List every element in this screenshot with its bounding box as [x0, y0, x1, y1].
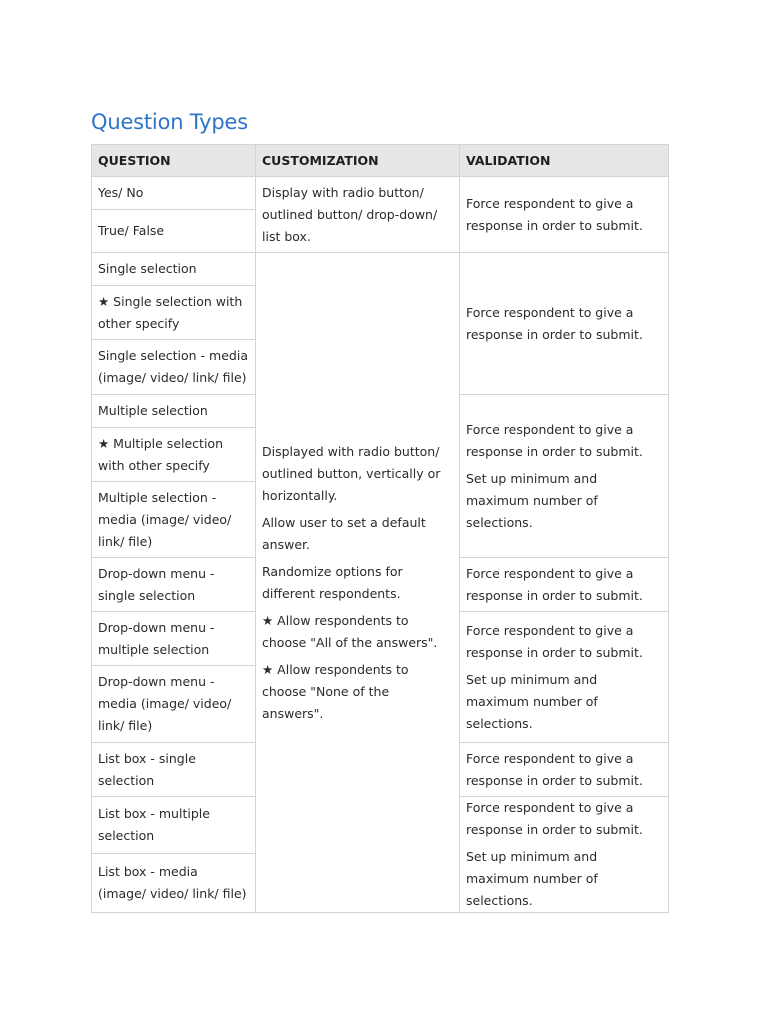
question-cell: ★ Single selection with other specify [92, 286, 256, 340]
question-cell: True/ False [92, 210, 256, 253]
validation-cell [460, 558, 669, 612]
validation-required-text: Force respondent to give a response in order to submit. [466, 195, 643, 233]
question-cell: List box - single selection [92, 743, 256, 797]
validation-cell [460, 395, 669, 558]
question-cell: Multiple selection - media (image/ video/ link/ file) [92, 482, 256, 558]
question-cell: ★ Multiple selection with other specify [92, 428, 256, 482]
validation-cell [460, 612, 669, 743]
validation-cell [460, 797, 669, 913]
validation-cell [460, 743, 669, 797]
question-cell: List box - media (image/ video/ link/ file) [92, 854, 256, 913]
validation-cell [460, 253, 669, 395]
question-cell: List box - multiple selection [92, 797, 256, 854]
validation-required-text: Force respondent to give a response in order to submit. [466, 622, 643, 660]
header-validation: VALIDATION [460, 145, 669, 177]
validation-minmax-text: Set up minimum and maximum number of selections. [466, 671, 598, 731]
validation-required-text: Force respondent to give a response in order to submit. [466, 304, 643, 342]
validation-cell [460, 177, 669, 253]
customization-text: ★ Allow respondents to choose "All of the answers". [262, 612, 438, 650]
question-types-table [91, 144, 669, 913]
question-cell: Drop-down menu - single selection [92, 558, 256, 612]
validation-required-text: Force respondent to give a response in order to submit. [466, 565, 643, 603]
customization-text: Randomize options for different respondents. [262, 563, 403, 601]
question-cell: Multiple selection [92, 395, 256, 428]
question-cell: Drop-down menu - media (image/ video/ link/ file) [92, 666, 256, 743]
validation-required-text: Force respondent to give a response in order to submit. [466, 750, 643, 788]
validation-minmax-text: Set up minimum and maximum number of selections. [466, 849, 598, 908]
customization-text: Display with radio button/ outlined button/ drop-down/ list box. [262, 184, 438, 244]
header-customization: CUSTOMIZATION [256, 145, 460, 177]
question-cell: Yes/ No [92, 177, 256, 210]
table-row [92, 177, 669, 210]
question-cell: Single selection - media (image/ video/ link/ file) [92, 340, 256, 395]
validation-minmax-text: Set up minimum and maximum number of selections. [466, 470, 598, 530]
question-cell: Single selection [92, 253, 256, 286]
customization-text: Allow user to set a default answer. [262, 514, 426, 552]
customization-cell-choice [256, 253, 460, 913]
table-header-row [92, 145, 669, 177]
page-title: Question Types [91, 110, 248, 134]
header-question: QUESTION [92, 145, 256, 177]
validation-required-text: Force respondent to give a response in order to submit. [466, 800, 643, 837]
customization-cell-binary [256, 177, 460, 253]
table-row [92, 253, 669, 286]
customization-text: Displayed with radio button/ outlined button, vertically or horizontally. [262, 443, 441, 503]
question-cell: Drop-down menu - multiple selection [92, 612, 256, 666]
customization-text: ★ Allow respondents to choose "None of the answers". [262, 661, 409, 721]
validation-required-text: Force respondent to give a response in order to submit. [466, 421, 643, 459]
